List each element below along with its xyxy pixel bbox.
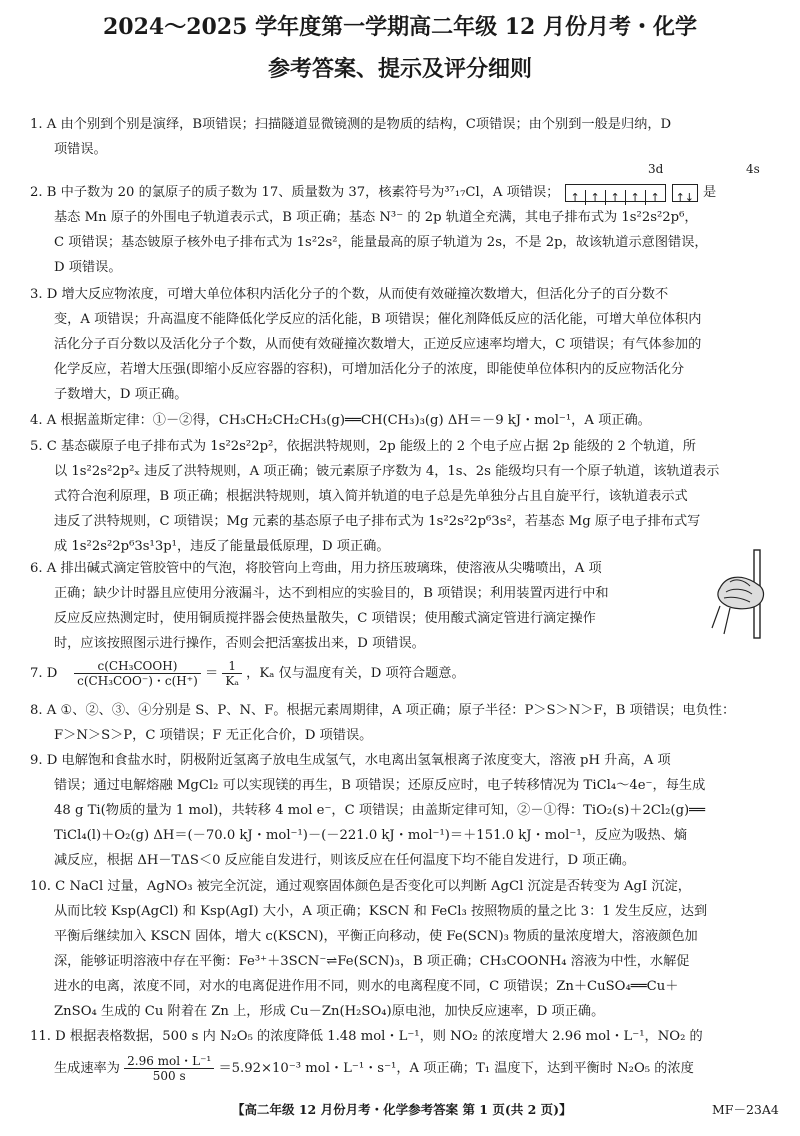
answer-line: 子数增大，D 项正确。	[54, 387, 188, 402]
concentration-fraction	[74, 659, 201, 688]
answer-line: 5. C 基态碳原子电子排布式为 1s²2s²2p²，依据洪特规则，2p 能级上的 2 个电子应占据 2p 能级的 2 个轨道，所	[30, 439, 696, 454]
answer-9	[30, 748, 778, 873]
answer-line: 生成速率为	[54, 1061, 120, 1076]
answer-line: 4. A 根据盖斯定律：①－②得，CH₃CH₂CH₂CH₃(g)══CH(CH₃)₃(g) ΔH＝－9 kJ・mol⁻¹，A 项正确。	[30, 413, 651, 428]
orbital-box-3d	[565, 184, 666, 202]
orbital-box-4s	[672, 184, 698, 202]
answer-line: TiCl₄(l)＋O₂(g) ΔH＝(－70.0 kJ・mol⁻¹)－(－221.0 kJ・mol⁻¹)＝＋151.0 kJ・mol⁻¹，反应为吸热、熵	[54, 828, 688, 843]
fraction-denominator: 500 s	[152, 1069, 186, 1083]
answer-line: 式符合泡利原理，B 项正确；根据洪特规则，填入简并轨道的电子总是先单独分占且自旋平行，该轨道表示式	[54, 489, 688, 504]
answer-line: ZnSO₄ 生成的 Cu 附着在 Zn 上，形成 Cu－Zn(H₂SO₄)原电池，加快反应速率，D 项正确。	[54, 1004, 605, 1019]
orbital-cell: ↑	[566, 190, 586, 206]
answer-line: 6. A 排出碱式滴定管胶管中的气泡，将胶管向上弯曲，用力挤压玻璃珠，使溶液从尖嘴喷出，A 项	[30, 561, 602, 576]
orbital-label-4s: 4s	[746, 162, 760, 176]
answer-line: 基态 Mn 原子的外围电子轨道表示式，B 项正确；基态 N³⁻ 的 2p 轨道全充满，其电子排布式为 1s²2s²2p⁶，	[54, 210, 698, 225]
answer-line: ＝5.92×10⁻³ mol・L⁻¹・s⁻¹，A 项正确；T₁ 温度下，达到平衡时 N₂O₅ 的浓度	[218, 1061, 694, 1076]
answer-1	[30, 112, 778, 162]
ka-fraction	[222, 659, 242, 688]
answer-line: 减反应，根据 ΔH－TΔS＜0 反应能自发进行，则该反应在任何温度下均不能自发进行，D 项正确。	[54, 853, 636, 868]
fraction-numerator: 1	[222, 659, 242, 674]
answer-line: 9. D 电解饱和食盐水时，阴极附近氢离子放电生成氢气，水电离出氢氧根离子浓度变大，溶液 pH 升高，A 项	[30, 753, 671, 768]
answer-6	[30, 556, 710, 656]
orbital-cell: ↑↓	[675, 190, 694, 204]
answer-line: 11. D 根据表格数据，500 s 内 N₂O₅ 的浓度降低 1.48 mol・L⁻¹，则 NO₂ 的浓度增大 2.96 mol・L⁻¹，NO₂ 的	[30, 1029, 703, 1044]
answer-line: 进水的电离，浓度不同，对水的电离促进作用不同，则水的电离程度不同，C 项错误；Zn＋CuSO₄══Cu＋	[54, 979, 679, 994]
answer-line: 项错误。	[54, 142, 107, 157]
answer-line: 成 1s²2s²2p⁶3s¹3p¹，违反了能量最低原理，D 项正确。	[54, 539, 390, 554]
answer-line: 3. D 增大反应物浓度，可增大单位体积内活化分子的个数，从而使有效碰撞次数增大，但活化分子的百分数不	[30, 287, 669, 302]
answer-line: 时，应该按照图示进行操作，否则会把活塞拔出来，D 项错误。	[54, 636, 425, 651]
fraction-numerator: 2.96 mol・L⁻¹	[124, 1054, 214, 1069]
answer-7	[30, 654, 778, 694]
answer-8	[30, 698, 778, 748]
rate-fraction	[124, 1054, 214, 1083]
answer-line: ，Kₐ 仅与温度有关，D 项符合题意。	[246, 666, 465, 681]
answer-line: 从而比较 Ksp(AgCl) 和 Ksp(AgI) 大小，A 项正确；KSCN 和 FeCl₃ 按照物质的量之比 3：1 发生反应，达到	[54, 904, 708, 919]
answer-11	[30, 1024, 778, 1089]
answer-lead: 7. D	[30, 666, 58, 681]
burette-hand-illustration	[710, 548, 780, 640]
answer-line: 是	[702, 185, 717, 200]
orbital-cell: ↑	[586, 190, 606, 206]
orbital-cell: ↑	[650, 190, 660, 204]
answer-line: 反应反应热测定时，使用铜质搅拌器会使热量散失，C 项错误；使用酸式滴定管进行滴定操作	[54, 611, 596, 626]
answer-line: 8. A ①、②、③、④分别是 S、P、N、F。根据元素周期律，A 项正确；原子半径：P＞S＞N＞F，B 项错误；电负性：	[30, 703, 736, 718]
answer-line: 深，能够证明溶液中存在平衡：Fe³⁺＋3SCN⁻⇌Fe(SCN)₃，B 项正确；CH₃COONH₄ 溶液为中性，水解促	[54, 954, 690, 969]
answer-line: 活化分子百分数以及活化分子个数，从而使有效碰撞次数增大，正逆反应速率均增大，C 项错误；有气体参加的	[54, 337, 702, 352]
answer-line: 平衡后继续加入 KSCN 固体，增大 c(KSCN)，平衡正向移动，使 Fe(SCN)₃ 物质的量浓度增大，溶液颜色加	[54, 929, 698, 944]
orbital-cell: ↑	[606, 190, 626, 206]
answer-line: 2. B 中子数为 20 的氯原子的质子数为 17、质量数为 37，核素符号为³⁷₁₇Cl，A 项错误；	[30, 185, 560, 200]
answer-line: 化学反应，若增大压强(即缩小反应容器的容积)，可增加活化分子的浓度，即能使单位体积内的反应物活化分	[54, 362, 685, 377]
answer-line: 错误；通过电解熔融 MgCl₂ 可以实现镁的再生，B 项错误；还原反应时，电子转移情况为 TiCl₄～4e⁻，每生成	[54, 778, 706, 793]
fraction-denominator: c(CH₃COO⁻)・c(H⁺)	[77, 674, 198, 688]
answer-line: C 项错误；基态铍原子核外电子排布式为 1s²2s²，能量最高的原子轨道为 2s，不是 2p，故该轨道示意图错误，	[54, 235, 708, 250]
page-subtitle: 参考答案、提示及评分细则	[267, 56, 532, 82]
fraction-numerator: c(CH₃COOH)	[74, 659, 201, 674]
answer-5	[30, 434, 778, 559]
answer-line: 变，A 项错误；升高温度不能降低化学反应的活化能，B 项错误；催化剂降低反应的活化能，可增大单位体积内	[54, 312, 702, 327]
orbital-label-3d: 3d	[648, 162, 664, 176]
answer-line: 正确；缺少计时器且应使用分液漏斗，达不到相应的实验目的，B 项错误；利用装置丙进行中和	[54, 586, 609, 601]
answer-line: F＞N＞S＞P，C 项错误；F 无正化合价，D 项错误。	[54, 728, 373, 743]
answer-3	[30, 282, 778, 407]
answer-line: D 项错误。	[54, 260, 122, 275]
answer-line: 48 g Ti(物质的量为 1 mol)，共转移 4 mol e⁻，C 项错误；由盖斯定律可知，②－①得：TiO₂(s)＋2Cl₂(g)══	[54, 803, 706, 818]
answer-line: 10. C NaCl 过量，AgNO₃ 被完全沉淀，通过观察固体颜色是否变化可以判断 AgCl 沉淀是否转变为 AgI 沉淀，	[30, 879, 691, 894]
orbital-cell: ↑	[626, 190, 646, 206]
answer-2	[30, 180, 778, 280]
answer-10	[30, 874, 778, 1024]
equals-sign: ＝	[204, 666, 219, 681]
answer-line: 1. A 由个别到个别是演绎，B项错误；扫描隧道显微镜测的是物质的结构，C项错误；由个别到一般是归纳，D	[30, 117, 672, 132]
answer-line: 以 1s²2s²2p²ₓ 违反了洪特规则，A 项正确；铍元素原子序数为 4，1s、2s 能级均只有一个原子轨道，该轨道表示	[54, 464, 720, 479]
answer-line: 违反了洪特规则，C 项错误；Mg 元素的基态原子电子排布式为 1s²2s²2p⁶3s²，若基态 Mg 原子电子排布式写	[54, 514, 701, 529]
answer-4	[30, 408, 778, 433]
fraction-denominator: Kₐ	[225, 674, 239, 688]
footer-page-info: 【高二年级 12 月份月考・化学参考答案 第 1 页(共 2 页)】	[232, 1102, 572, 1117]
page-title: 2024～2025 学年度第一学期高二年级 12 月份月考・化学	[102, 14, 698, 40]
footer-code: MF－23A4	[712, 1102, 779, 1117]
